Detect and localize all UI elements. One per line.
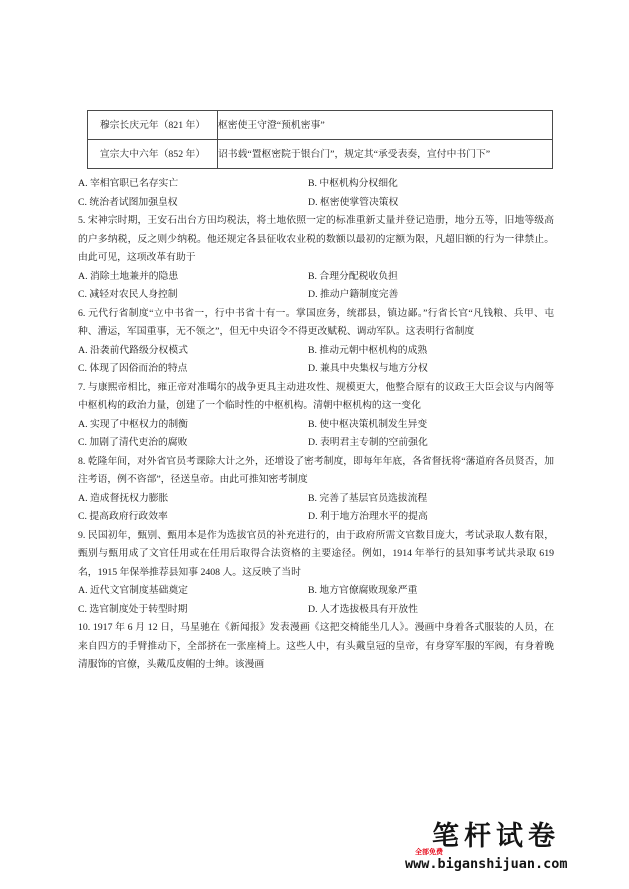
option-b: B. 推动元朝中枢机构的成熟: [308, 344, 428, 356]
question-9: [78, 527, 554, 620]
question-5-stem: 5. 宋神宗时期，王安石出台方田均税法，将土地依照一定的标准重新丈量并登记造册，地分五等，旧地等级高的户多纳税，反之则少纳税。他还规定各县征收农业税的数额以最初的定额为限，凡超旧额的行为一律禁止。由此可见，这项改革有助于: [78, 215, 554, 263]
option-a: A. 近代文官制度基础奠定: [78, 585, 188, 596]
question-5: [78, 212, 554, 305]
option-a: A. 宰相官职已名存实亡: [78, 178, 179, 189]
option-b: B. 完善了基层官员选拔流程: [308, 492, 428, 504]
option-a: A. 消除土地兼并的隐患: [78, 270, 179, 282]
option-a: A. 实现了中枢权力的制衡: [78, 418, 188, 430]
table-row: [88, 140, 553, 169]
question-7: [78, 379, 554, 453]
event-cell: 枢密使王守澄“预机密事”: [218, 111, 553, 140]
question-5-options: [78, 268, 554, 305]
question-10: [78, 619, 554, 675]
option-a: A. 沿袭前代路级分权模式: [78, 344, 188, 356]
option-d: D. 兼具中央集权与地方分权: [308, 363, 428, 374]
question-9-stem: 9. 民国初年，甄别、甄用本是作为选拔官员的补充进行的，由于政府所需文官数目庞大，考试录取人数有限，甄别与甄用成了文官任用或在任用后取得合法资格的主要途径。例如，1914 年举行的县知事考试共录取 619 名，1915 年保举推荐县知事 2408 人。这反映了当时: [78, 529, 554, 578]
event-cell: 诏书载“置枢密院于银台门”，规定其“承受表奏，宣付中书门下”: [218, 140, 553, 169]
free-badge: 全部免费: [415, 849, 443, 856]
question-8: [78, 453, 554, 527]
question-8-stem: 8. 乾隆年间，对外省官员考课除大计之外，还增设了密考制度，即每年年底，各省督抚将“藩道府各员贤否，加注考语，例不咨部”，径送皇帝。由此可推知密考制度: [78, 455, 554, 485]
option-c: C. 体现了因俗而治的特点: [78, 363, 188, 374]
question-10-stem: 10. 1917 年 6 月 12 日，马星驰在《新闻报》发表漫画《这把交椅能坐几人》。漫画中身着各式服装的人员，在来自四方的手臂推动下，全部挤在一张座椅上。这些人中，有头戴皇冠的皇帝，有身穿军服的军阀，有身着晚清服饰的官僚，头戴瓜皮帽的士绅。该漫画: [78, 622, 554, 670]
period-cell: 宣宗大中六年（852 年）: [88, 140, 218, 169]
option-d: D. 枢密使掌管决策权: [308, 196, 399, 208]
publisher-watermark: [405, 820, 580, 882]
option-c: C. 减轻对农民人身控制: [78, 289, 178, 300]
option-d: D. 人才选拔极具有开放性: [308, 603, 418, 615]
option-d: D. 表明君主专制的空前强化: [308, 437, 428, 448]
exam-content: [78, 110, 554, 675]
option-c: C. 提高政府行政效率: [78, 511, 168, 522]
option-d: D. 利于地方治理水平的提高: [308, 511, 428, 522]
question-7-stem: 7. 与康熙帝相比，雍正帝对准噶尔的战争更具主动进攻性、规模更大，他整合原有的议政王大臣会议与内阁等中枢机构的政治力量，创建了一个临时性的中枢机构。清朝中枢机构的这一变化: [78, 381, 554, 411]
option-b: B. 使中枢决策机制发生异变: [308, 418, 428, 430]
question-9-options: [78, 582, 554, 619]
table-row: [88, 111, 553, 140]
publisher-url: www.biganshijuan.com: [405, 856, 568, 872]
option-b: B. 地方官僚腐败现象严重: [308, 585, 418, 596]
period-cell: 穆宗长庆元年（821 年）: [88, 111, 218, 140]
question-4: [78, 175, 554, 212]
option-b: B. 合理分配税收负担: [308, 270, 398, 282]
option-d: D. 推动户籍制度完善: [308, 289, 399, 300]
question-6-options: [78, 342, 554, 379]
question-7-options: [78, 416, 554, 453]
option-c: C. 统治者试图加强皇权: [78, 196, 178, 208]
question-6: [78, 305, 554, 379]
option-c: C. 选官制度处于转型时期: [78, 603, 188, 615]
timeline-table: [87, 110, 553, 169]
question-6-stem: 6. 元代行省制度“立中书省一，行中书省十有一。掌国庶务，统郡县，镇边鄙。”行省长官“凡钱粮、兵甲、屯种、漕运，军国重事，无不领之”，但无中央诏令不得更改赋税、调动军队。这表明行省制度: [78, 307, 554, 337]
question-8-options: [78, 490, 554, 527]
option-a: A. 造成督抚权力膨胀: [78, 492, 169, 504]
option-b: B. 中枢机构分权细化: [308, 178, 398, 189]
publisher-brand-text: 笔杆试卷: [432, 821, 560, 851]
option-c: C. 加剧了清代吏治的腐败: [78, 437, 188, 448]
question-4-options: [78, 175, 554, 212]
